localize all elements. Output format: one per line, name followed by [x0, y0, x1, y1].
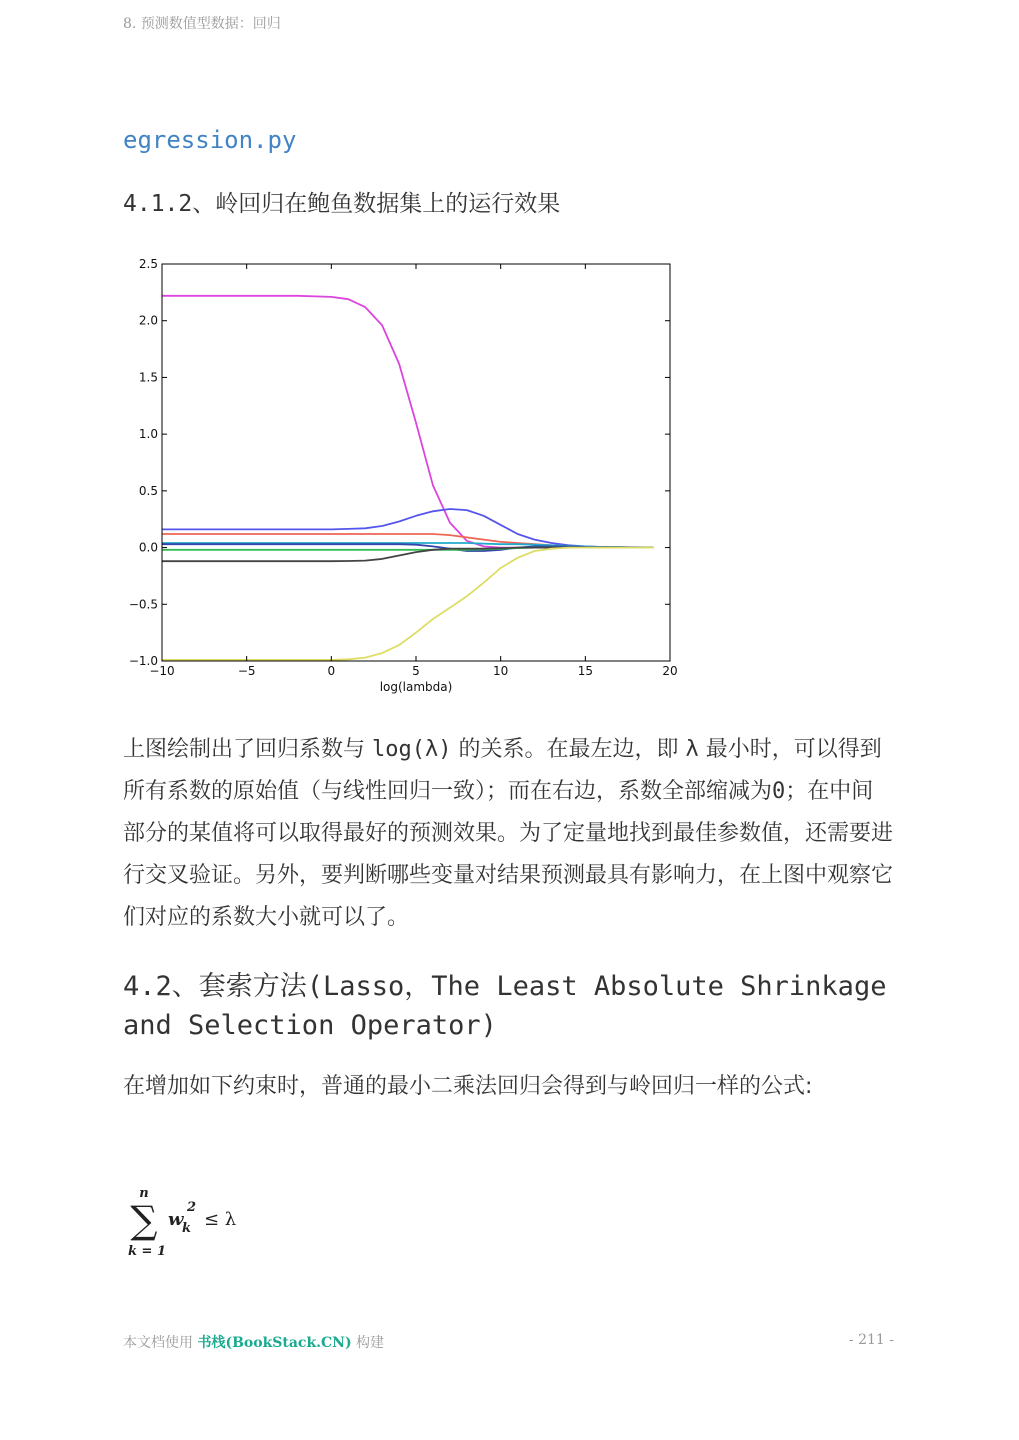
- inline-code-log-lambda: log(λ): [372, 737, 452, 762]
- x-tick-label: 5: [412, 664, 420, 678]
- series-line-8: [162, 548, 653, 660]
- series-line-1: [162, 296, 653, 548]
- formula-upper-limit: n: [139, 1186, 149, 1201]
- formula-sum-symbol: ∑: [130, 1198, 158, 1242]
- lasso-heading: 4.2、套索方法(Lasso，The Least Absolute Shrinkage and Selection Operator): [123, 971, 887, 1041]
- chart-description-paragraph: [123, 729, 893, 939]
- lasso-paragraph: 在增加如下约束时，普通的最小二乘法回归会得到与岭回归一样的公式:: [123, 1074, 813, 1099]
- y-tick-label: 1.5: [138, 370, 158, 385]
- x-tick-label: 20: [662, 664, 678, 678]
- formula-relation: ≤ λ: [204, 1209, 237, 1230]
- y-tick-label: 2.0: [138, 313, 158, 328]
- paragraph1-text-4: ；在中间部分的某值将可以取得最好的预测效果。为了定量地找到最佳参数值，还需要进行交叉验证。另外，要判断哪些变量对结果预测最具有影响力，在上图中观察它们对应的系数大小就可以了。: [123, 779, 894, 930]
- y-tick-label: 1.0: [138, 427, 158, 442]
- formula-svg: [126, 1183, 256, 1263]
- x-tick-label: 0: [327, 664, 336, 678]
- formula-lower-limit: k = 1: [128, 1244, 166, 1259]
- paragraph1-text-3: 最小时，可以得到所有系数的原始值（与线性回归一致）；而在右边，系数全部缩减为: [123, 737, 882, 804]
- page-number: - 211 -: [848, 1332, 894, 1348]
- x-axis-label: log(lambda): [379, 680, 453, 694]
- paragraph1-text-1: 上图绘制出了回归系数与: [123, 737, 372, 762]
- paragraph1-text-2: 的关系。在最左边，即: [451, 737, 686, 762]
- footer-suffix: 构建: [351, 1335, 385, 1351]
- running-header: 8. 预测数值型数据：回归: [123, 16, 281, 32]
- code-file-link[interactable]: egression.py: [123, 126, 297, 154]
- y-tick-label: 2.5: [138, 257, 158, 271]
- y-tick-label: −1.0: [128, 654, 158, 668]
- inline-code-zero: 0: [772, 779, 786, 804]
- footer-note: [123, 1332, 384, 1352]
- chart-svg: [118, 248, 688, 700]
- y-tick-label: 0.0: [138, 540, 158, 555]
- section-title: 4.1.2、岭回归在鲍鱼数据集上的运行效果: [123, 191, 561, 217]
- y-tick-label: 0.5: [138, 483, 158, 498]
- formula-subscript: k: [182, 1221, 192, 1236]
- ridge-coefficients-chart: [118, 248, 688, 700]
- formula-exponent: 2: [187, 1200, 197, 1215]
- footer-brand-link[interactable]: 书栈(BookStack.CN): [197, 1335, 352, 1351]
- footer-prefix: 本文档使用: [123, 1335, 198, 1351]
- x-tick-label: −5: [237, 664, 256, 678]
- constraint-formula: [126, 1183, 256, 1263]
- series-line-2: [162, 509, 653, 548]
- plot-frame: [162, 264, 670, 661]
- y-tick-label: −0.5: [128, 597, 158, 612]
- formula-variable: w: [168, 1209, 184, 1230]
- x-tick-label: 15: [577, 664, 593, 678]
- x-tick-label: −10: [149, 664, 175, 678]
- inline-code-lambda: λ: [685, 737, 699, 762]
- x-tick-label: 10: [493, 664, 509, 678]
